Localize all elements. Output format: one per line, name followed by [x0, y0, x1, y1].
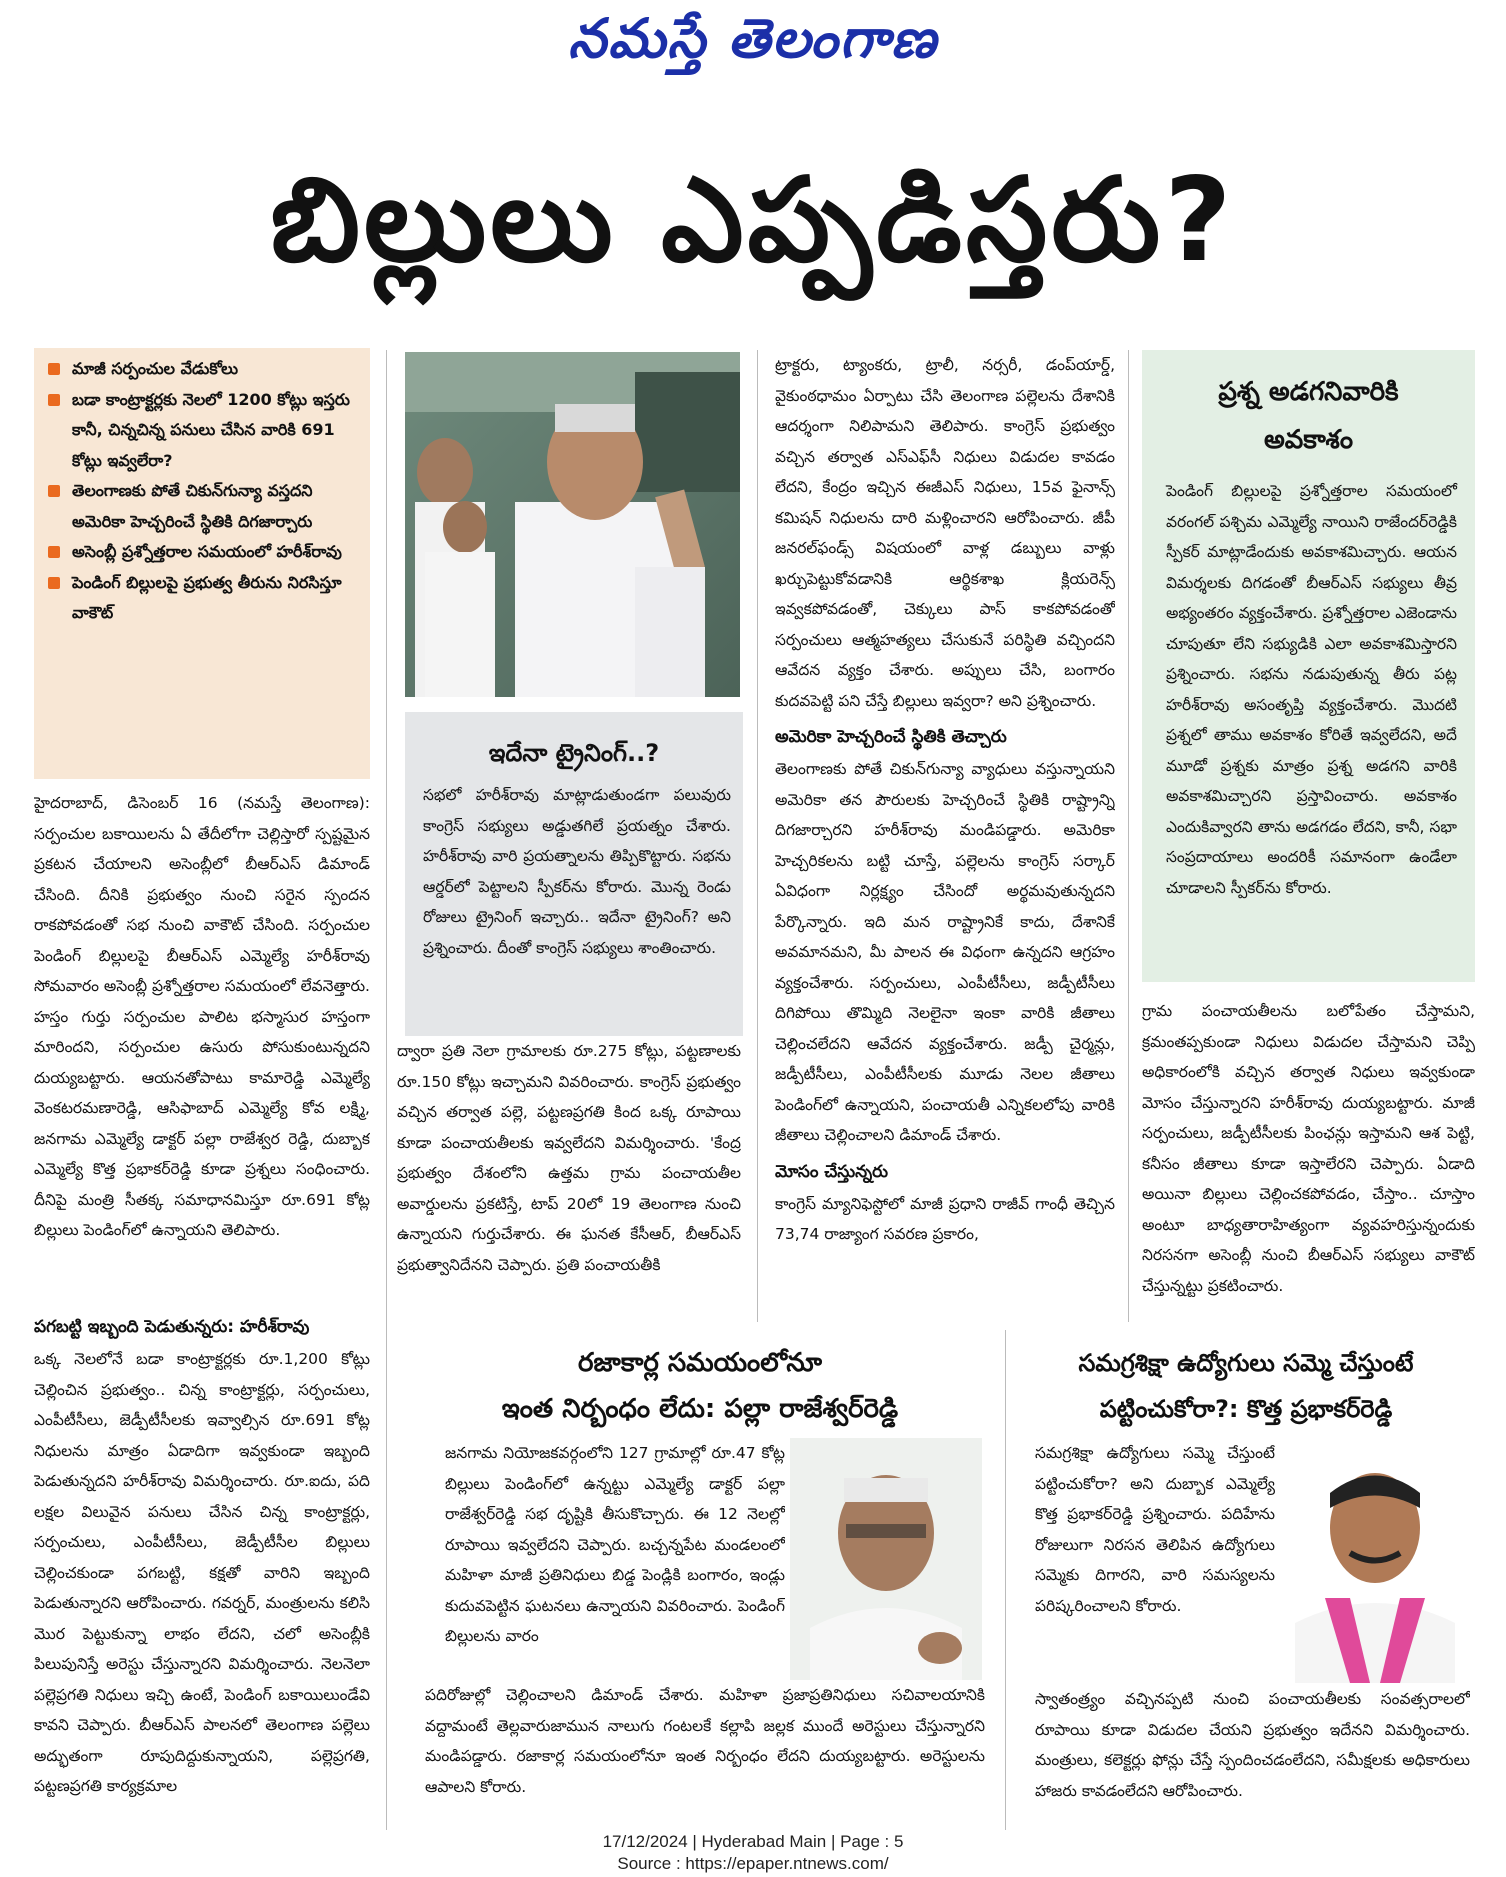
divider [1128, 350, 1129, 1322]
subhead-america: అమెరికా హెచ్చరించే స్థితికి తెచ్చారు [775, 727, 1007, 747]
footer-date-edition: 17/12/2024 | Hyderabad Main | Page : 5 [602, 1832, 904, 1851]
column-2-lower [397, 1036, 741, 1322]
kotha-text-bottom: స్వాతంత్ర్యం వచ్చినప్పటి నుంచి పంచాయతీలకు సంవత్సరాలలో రూపాయి కూడా విడుదల చేయని ప్రభుత్వం ఇదేనని విమర్శించారు. మంత్రులు, కలెక్టర్లు ఫోన్లు చేస్తే స్పందించడంలేదని, సమీక్షలకు అధికారులు హాజరు కావడంలేదని ఆరోపించారు. [1035, 1690, 1470, 1800]
palla-text-top: జనగామ నియోజకవర్గంలోని 127 గ్రామాల్లో రూ.47 కోట్ల బిల్లులు పెండింగ్‌లో ఉన్నట్టు ఎమ్మెల్యే డాక్టర్ పల్లా రాజేశ్వర్‌రెడ్డి సభ దృష్టికి తీసుకొచ్చారు. ఈ 12 నెలల్లో రూపాయి ఇవ్వలేదని చెప్పారు. బచ్చన్నపేట మండలంలో మహిళా మాజీ ప్రతినిధులు బిడ్డ పెండ్లికి బంగారం, ఇండ్లు కుదువపెట్టిన ఘటనలు ఉన్నాయని వివరించారు. పెండింగ్ బిల్లులను వారం [445, 1444, 785, 1645]
photo-kotha-image [1280, 1438, 1470, 1683]
kotha-text-top: సమగ్రశిక్షా ఉద్యోగులు సమ్మె చేస్తుంటే పట్టించుకోరా? అని దుబ్బాక ఎమ్మెల్యే కొత్త ప్రభాకర్‌రెడ్డి ప్రశ్నించారు. పదిహేను రోజులుగా నిరసన తెలిపిన ఉద్యోగులు సమ్మెకు దిగారని, వారి సమస్యలను పరిష్కరించాలని కోరారు. [1035, 1444, 1275, 1615]
photo-palla [790, 1438, 982, 1680]
highlight-item [44, 476, 360, 537]
headline: బిల్లులు ఎప్పడిస్తరు? [270, 153, 1236, 288]
col2-paragraph: ద్వారా ప్రతి నెలా గ్రామాలకు రూ.275 కోట్లు, పట్టణాలకు రూ.150 కోట్లు ఇచ్చామని వివరించారు. కాంగ్రెస్ ప్రభుత్వం వచ్చిన తర్వాత పల్లె, పట్టణప్రగతి కింద ఒక్క రూపాయి కూడా పంచాయతీలకు ఇవ్వలేదని విమర్శించారు. 'కేంద్ర ప్రభుత్వం దేశంలోని ఉత్తమ గ్రామ పంచాయతీల అవార్డులను ప్రకటిస్తే, టాప్ 20లో 19 తెలంగాణ నుంచి ఉన్నాయని గుర్తుచేశారు. ఈ ఘనత కేసీఆర్, బీఆర్‌ఎస్ ప్రభుత్వానిదేనని చెప్పారు. ప్రతి పంచాయతీకి [397, 1042, 741, 1274]
kotha-title-line2: పట్టించుకోరా?: కొత్త ప్రభాకర్‌రెడ్డి [1099, 1395, 1393, 1423]
body-paragraph: ఒక్క నెలలోనే బడా కాంట్రాక్టర్లకు రూ.1,200 కోట్లు చెల్లించిన ప్రభుత్వం.. చిన్న కాంట్రాక్టర్లు, సర్పంచులు, ఎంపీటీసీలు, జెడ్పీటీసీలకు ఇవ్వాల్సిన రూ.691 కోట్ల నిధులను మాత్రం ఏడాదిగా ఇవ్వకుండా ఇబ్బంది పెడుతున్నదని హరీశ్‌రావు విమర్శించారు. రూ.ఐదు, పది లక్షల విలువైన పనులు చేసిన చిన్న కాంట్రాక్టర్లు, సర్పంచులు, ఎంపీటీసీలు, జెడ్పీటీసీల బిల్లులు చెల్లించకుండా పగబట్టి, కక్షతో వారిని ఇబ్బంది పెడుతున్నారని ఆరోపించారు. గవర్నర్, మంత్రులను కలిసి మొర పెట్టుకున్నా లాభం లేదని, చలో అసెంబ్లీకి పిలుపునిస్తే అరెస్టు చేస్తున్నారని విమర్శించారు. నెలనెలా పల్లెప్రగతి నిధులు ఇచ్చి ఉంటే, పెండింగ్ బకాయిలుండేవి కావని చెప్పారు. బీఆర్‌ఎస్ పాలనలో తెలంగాణ పల్లెలు అద్భుతంగా రూపుదిద్దుకున్నాయని, పల్లెప్రగతి, పట్టణప్రగతి కార్యక్రమాల [34, 1350, 370, 1795]
masthead-logo: నమస్తే తెలంగాణ [568, 6, 938, 70]
bullet-icon [48, 394, 60, 406]
highlight-item [44, 385, 360, 477]
col3-mid-paragraph: తెలంగాణకు పోతే చికున్‌గున్యా వ్యాధులు వస్తున్నాయని అమెరికా తన పౌరులకు హెచ్చరించే స్థితికి రాష్ట్రాన్ని దిగజార్చారని హరీశ్‌రావు మండిపడ్డారు. అమెరికా హెచ్చరికలను బట్టి చూస్తే, పల్లెలను కాంగ్రెస్ సర్కార్ ఏవిధంగా నిర్లక్ష్యం చేసిందో అర్థమవుతున్నదని పేర్కొన్నారు. ఇది మన రాష్ట్రానికే కాదు, దేశానికే అవమానమని, మీ పాలన ఈ విధంగా ఉన్నదని ఆగ్రహం వ్యక్తంచేశారు. సర్పంచులు, ఎంపీటీసీలు, జడ్పీటీసీలు దిగిపోయి తొమ్మిది నెలలైనా ఇంకా వారికి జీతాలు చెల్లించలేదని ఆవేదన వ్యక్తంచేశారు. జడ్పీ చైర్మన్లు, జడ్పీటీసీలు, ఎంపీటీసీలకు మూడు నెలల జీతాలు పెండింగ్‌లో ఉన్నాయని, పంచాయతీ ఎన్నికలలోపు వారికి జీతాలు చెల్లించాలని డిమాండ్ చేశారు. [775, 760, 1115, 1144]
palla-title-line1: రజాకార్ల సమయంలోనూ [578, 1348, 822, 1378]
lead-paragraph: హైదరాబాద్, డిసెంబర్ 16 (నమస్తే తెలంగాణ): సర్పంచుల బకాయిలను ఏ తేదీలోగా చెల్లిస్తారో స్పష్టమైన ప్రకటన చేయాలని అసెంబ్లీలో బీఆర్‌ఎస్ డిమాండ్ చేసింది. దీనికి ప్రభుత్వం నుంచి సరైన స్పందన రాకపోవడంతో సభ నుంచి వాకౌట్ చేసింది. సర్పంచుల పెండింగ్ బిల్లులపై బీఆర్‌ఎస్ ఎమ్మెల్యే హరీశ్‌రావు సోమవారం అసెంబ్లీ ప్రశ్నోత్తరాల సమయంలో లేవనెత్తారు. హస్తం గుర్తు సర్పంచుల పాలిట భస్మాసుర హస్తంగా మారిందని, సర్పంచుల ఉసురు పోసుకుంటున్నదని దుయ్యబట్టారు. ఆయనతోపాటు కామారెడ్డి ఎమ్మెల్యే వెంకటరమణారెడ్డి, ఆసిఫాబాద్ ఎమ్మెల్యే కోవ లక్ష్మి, జనగామ ఎమ్మెల్యే డాక్టర్ పల్లా రాజేశ్వర రెడ్డి, దుబ్బాక ఎమ్మెల్యే కొత్త ప్రభాకర్‌రెడ్డి కూడా ప్రశ్నలు సంధించారు. దీనిపై మంత్రి సీతక్క సమాధానమిస్తూ రూ.691 కోట్ల బిల్లులు పెండింగ్‌లో ఉన్నాయని తెలిపారు. [34, 794, 370, 1239]
question-box-title: ప్రశ్న అడగనివారికి అవకాశం [1218, 377, 1399, 455]
highlight-text: మాజీ సర్పంచుల వేడుకోలు [72, 359, 238, 378]
col3-bottom-paragraph: కాంగ్రెస్ మ్యానిఫెస్టోలో మాజీ ప్రధాని రాజీవ్ గాంధీ తెచ్చిన 73,74 రాజ్యాంగ సవరణ ప్రకారం, [775, 1194, 1115, 1243]
subhead-harish: పగబట్టి ఇబ్బంది పెడుతున్నరు: హరీశ్‌రావు [34, 1317, 310, 1337]
story-palla [405, 1330, 995, 1830]
palla-text-bottom: పదిరోజుల్లో చెల్లించాలని డిమాండ్ చేశారు. మహిళా ప్రజాప్రతినిధులు సచివాలయానికి వద్దామంటే తెల్లవారుజామున నాలుగు గంటలకే కల్లాపి జల్లక ముందే అరెస్టులు చేస్తున్నారని మండిపడ్డారు. రజాకార్ల సమయంలోనూ ఇంత నిర్బంధం లేదని దుయ్యబట్టారు. అరెస్టులను ఆపాలని కోరారు. [425, 1686, 985, 1796]
photo-palla-image [790, 1438, 982, 1680]
divider [757, 350, 758, 1322]
col4-paragraph: గ్రామ పంచాయతీలను బలోపేతం చేస్తామని, క్రమంతప్పకుండా నిధులు విడుదల చేస్తామని చెప్పి అధికారంలోకి వచ్చిన తర్వాత నిధులు ఇవ్వకుండా మోసం చేస్తున్నారని హరీశ్‌రావు దుయ్యబట్టారు. మాజీ సర్పంచులు, జడ్పీటీసీలకు పింఛన్లు ఇస్తామని ఆశ పెట్టి, కనీసం జీతాలు కూడా ఇస్తాలేరని చెప్పారు. ఏడాది అయినా బిల్లులు చెల్లించకపోవడం, చేస్తాం.. చూస్తాం అంటూ బాధ్యతారాహిత్యంగా వ్యవహరిస్తున్నందుకు నిరసనగా అసెంబ్లీ నుంచి బీఆర్‌ఎస్ సభ్యులు వాకౌట్ చేస్తున్నట్టు ప్రకటించారు. [1142, 1002, 1475, 1295]
bullet-icon [48, 546, 60, 558]
column-3 [775, 350, 1115, 1322]
column-1 [34, 788, 370, 1318]
divider [1005, 1330, 1006, 1830]
photo-kotha [1280, 1438, 1470, 1683]
bullet-icon [48, 577, 60, 589]
divider [386, 350, 387, 1830]
highlight-item [44, 568, 360, 629]
highlight-item [44, 537, 360, 568]
column-1-lower [34, 1306, 370, 1836]
photo-harish-rao-image [405, 352, 740, 697]
bullet-icon [48, 363, 60, 375]
footer-source: Source : https://epaper.ntnews.com/ [617, 1854, 889, 1873]
highlight-text: బడా కాంట్రాక్టర్లకు నెలలో 1200 కోట్లు ఇస్తరు కానీ, చిన్నచిన్న పనులు చేసిన వారికి 691 కోట్లు ఇవ్వలేరా? [72, 389, 350, 470]
highlight-text: అసెంబ్లీ ప్రశ్నోత్తరాల సమయంలో హరీశ్‌రావు [72, 542, 342, 561]
highlight-text: పెండింగ్ బిల్లులపై ప్రభుత్వ తీరును నిరసిస్తూ వాకౌట్ [72, 572, 342, 622]
bullet-icon [48, 485, 60, 497]
photo-harish-rao [405, 352, 740, 697]
training-box [405, 712, 743, 1036]
highlights-box [34, 348, 370, 779]
training-box-text: సభలో హరీశ్‌రావు మాట్లాడుతుండగా పలువురు కాంగ్రెస్ సభ్యులు అడ్డుతగిలే ప్రయత్నం చేశారు. హరీశ్‌రావు వారి ప్రయత్నాలను తిప్పికొట్టారు. సభను ఆర్డర్‌లో పెట్టాలని స్పీకర్‌ను కోరారు. మొన్న రెండు రోజులు ట్రైనింగ్ ఇచ్చారు.. ఇదేనా ట్రైనింగ్? అని ప్రశ్నించారు. దీంతో కాంగ్రెస్ సభ్యులు శాంతించారు. [423, 786, 731, 957]
col3-top-paragraph: ట్రాక్టరు, ట్యాంకరు, ట్రాలీ, నర్సరీ, డంప్‌యార్డ్, వైకుంఠధామం ఏర్పాటు చేసి తెలంగాణ పల్లెలను దేశానికి ఆదర్శంగా నిలిపామని తెలిపారు. కాంగ్రెస్ ప్రభుత్వం వచ్చిన తర్వాత ఎస్‌ఎఫ్‌సీ నిధులు విడుదల కావడం లేదని, కేంద్రం ఇచ్చిన ఈజీఎస్ నిధులు, 15వ ఫైనాన్స్ కమిషన్ నిధులను దారి మళ్లించారని ఆరోపించారు. జీపీ జనరల్‌ఫండ్స్ విషయంలో వాళ్ల డబ్బులు వాళ్లు ఖర్చుపెట్టుకోవడానికి ఆర్థికశాఖ క్లియరెన్స్ ఇవ్వకపోవడంతో, చెక్కులు పాస్ కాకపోవడంతో సర్పంచులు ఆత్మహత్యలు చేసుకునే పరిస్థితి వచ్చిందని ఆవేదన వ్యక్తం చేశారు. అప్పులు చేసి, బంగారం కుదవపెట్టి పని చేస్తే బిల్లులు ఇవ్వరా? అని ప్రశ్నించారు. [775, 356, 1115, 710]
question-box-text: పెండింగ్ బిల్లులపై ప్రశ్నోత్తరాల సమయంలో వరంగల్ పశ్చిమ ఎమ్మెల్యే నాయిని రాజేందర్‌రెడ్డికి స్పీకర్ మాట్లాడేందుకు అవకాశమిచ్చారు. ఆయన విమర్శలకు దిగడంతో బీఆర్‌ఎస్ సభ్యులు తీవ్ర అభ్యంతరం వ్యక్తంచేశారు. ప్రశ్నోత్తరాల ఎజెండాను చూపుతూ లేని సభ్యుడికి ఎలా అవకాశమిస్తారని ప్రశ్నించారు. సభను నడుపుతున్న తీరు పట్ల హరీశ్‌రావు అసంతృప్తి వ్యక్తంచేశారు. మొదటి ప్రశ్నలో తాము అవకాశం కోరితే ఇవ్వలేదని, అదే మూడో ప్రశ్నకు మాత్రం ప్రశ్న అడగని వారికి అవకాశమిచ్చారని ప్రస్తావించారు. అవకాశం ఎందుకివ్వారని తాను అడగడం లేదని, కానీ, సభా సంప్రదాయాలు అందరికీ సమానంగా ఉండేలా చూడాలని స్పీకర్‌ను కోరారు. [1166, 482, 1457, 897]
subhead-mosam: మోసం చేస్తున్నరు [775, 1161, 889, 1182]
column-4-lower [1142, 996, 1475, 1322]
highlight-item [44, 354, 360, 385]
kotha-title-line1: సమగ్రశిక్షా ఉద్యోగులు సమ్మె చేస్తుంటే [1078, 1349, 1414, 1377]
story-kotha [1015, 1330, 1477, 1830]
highlight-text: తెలంగాణకు పోతే చికున్‌గున్యా వస్తదని అమెరికా హెచ్చరించే స్థితికి దిగజార్చారు [72, 481, 313, 531]
palla-title-line2: ఇంత నిర్బంధం లేదు: పల్లా రాజేశ్వర్‌రెడ్డి [501, 1394, 899, 1424]
training-box-title: ఇదేనా ట్రైనింగ్..? [488, 739, 660, 767]
question-box [1142, 350, 1475, 982]
